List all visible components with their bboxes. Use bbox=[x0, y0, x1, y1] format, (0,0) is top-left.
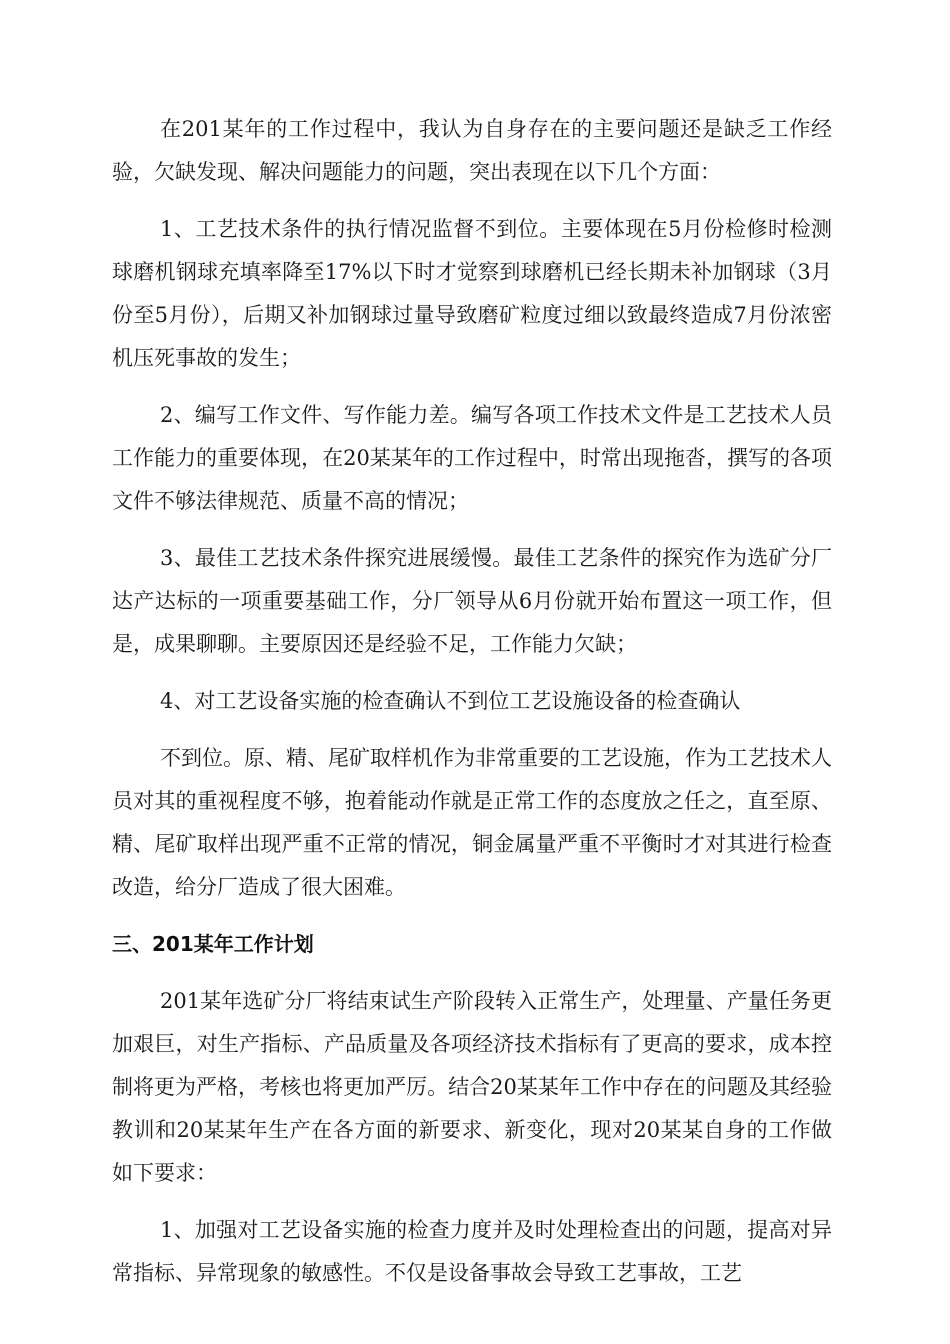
issue-4-continuation-paragraph: 不到位。原、精、尾矿取样机作为非常重要的工艺设施，作为工艺技术人员对其的重视程度不够，抱着能动作就是正常工作的态度放之任之，直至原、精、尾矿取样出现严重不正常的情况，铜金属量严重不平衡时才对其进行检查改造，给分厂造成了很大困难。 bbox=[112, 746, 832, 899]
plan-intro-paragraph: 201某年选矿分厂将结束试生产阶段转入正常生产，处理量、产量任务更加艰巨，对生产指标、产品质量及各项经济技术指标有了更高的要求，成本控制将更为严格，考核也将更加严厉。结合20某某年工作中存在的问题及其经验教训和20某某年生产在各方面的新要求、新变化，现对20某某自身的工作做如下要求： bbox=[112, 989, 832, 1185]
issue-4-paragraph: 4、对工艺设备实施的检查确认不到位工艺设施设备的检查确认 bbox=[160, 689, 741, 713]
issue-3-paragraph: 3、最佳工艺技术条件探究进展缓慢。最佳工艺条件的探究作为选矿分厂达产达标的一项重要基础工作，分厂领导从6月份就开始布置这一项工作，但是，成果聊聊。主要原因还是经验不足，工作能力欠缺； bbox=[112, 546, 832, 656]
intro-paragraph: 在201某年的工作过程中，我认为自身存在的主要问题还是缺乏工作经验，欠缺发现、解决问题能力的问题，突出表现在以下几个方面： bbox=[112, 117, 832, 184]
issue-2-paragraph: 2、编写工作文件、写作能力差。编写各项工作技术文件是工艺技术人员工作能力的重要体现，在20某某年的工作过程中，时常出现拖沓，撰写的各项文件不够法律规范、质量不高的情况； bbox=[112, 403, 832, 513]
plan-item-1-paragraph: 1、加强对工艺设备实施的检查力度并及时处理检查出的问题，提高对异常指标、异常现象的敏感性。不仅是设备事故会导致工艺事故，工艺 bbox=[112, 1218, 832, 1285]
document-body bbox=[112, 108, 832, 1295]
issue-1-paragraph: 1、工艺技术条件的执行情况监督不到位。主要体现在5月份检修时检测球磨机钢球充填率降至17%以下时才觉察到球磨机已经长期未补加钢球（3月份至5月份），后期又补加钢球过量导致磨矿粒度过细以致最终造成7月份浓密机压死事故的发生； bbox=[112, 217, 832, 370]
section-heading: 三、201某年工作计划 bbox=[112, 932, 314, 956]
